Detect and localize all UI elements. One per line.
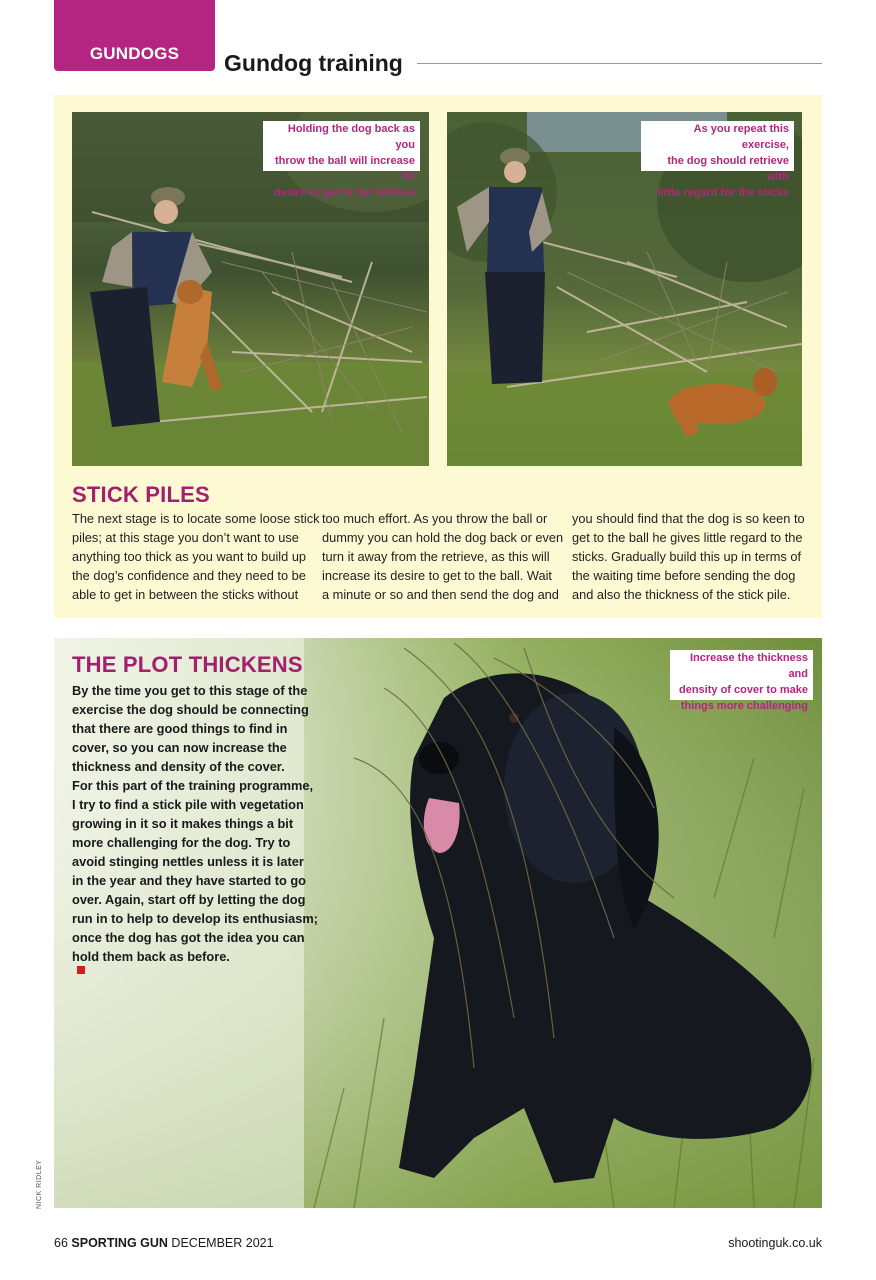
end-of-article-mark: [77, 966, 85, 974]
photo-credit-text: NICK RIDLEY: [36, 1159, 43, 1209]
footer-website[interactable]: shootinguk.co.uk: [728, 1236, 822, 1250]
section-tab: [54, 0, 215, 71]
stick-piles-column-1: The next stage is to locate some loose stick piles; at this stage you don’t want to use anything too thick as you want to build up the dog’s confidence and they need to be able to get in between the sticks without: [72, 511, 320, 602]
photo-caption-bottom: Increase the thickness and density of cover to make things more challenging: [670, 650, 813, 700]
section-label: GUNDOGS: [89, 44, 180, 63]
photo-credit: [30, 1159, 70, 1209]
title-rule: [417, 63, 822, 64]
stick-piles-column-2: too much effort. As you throw the ball or dummy you can hold the dog back or even turn it away from the retrieve, as this will increase its desire to get to the ball. Wait a minute or so and then send the dog and: [322, 511, 564, 602]
photo-caption-left: Holding the dog back as you throw the ball will increase its desire to get to the retrieve: [263, 121, 420, 171]
footer-left: [54, 1236, 274, 1250]
plot-thickens-body: By the time you get to this stage of the exercise the dog should be connecting that there are good things to find in cover, so you can now increase the thickness and density of the cover. For this part of the training programme, I try to find a stick pile with vegetation growing in it so it makes things a bit more challenging for the dog. Try to avoid stinging nettles unless it is later in the year and they have started to go over. Again, start off by letting the dog run in to help to develop its enthusiasm; once the dog has got the idea you can hold them back as before.: [72, 681, 318, 974]
page-number: 66: [54, 1236, 68, 1250]
last-line: hold them back as before.: [72, 947, 318, 974]
issue-date: DECEMBER 2021: [171, 1236, 274, 1250]
photo-caption-right: As you repeat this exercise, the dog should retrieve with little regard for the sticks: [641, 121, 794, 171]
plot-thickens-heading: THE PLOT THICKENS: [72, 652, 303, 677]
magazine-name: SPORTING GUN: [71, 1236, 168, 1250]
stick-piles-column-3: you should find that the dog is so keen to get to the ball he gives little regard to the sticks. Gradually build this up in terms of the waiting time before sending the dog and also the thickness of the stick pile.: [572, 511, 805, 602]
stick-piles-heading: STICK PILES: [72, 482, 210, 507]
page-title: Gundog training: [224, 50, 403, 76]
